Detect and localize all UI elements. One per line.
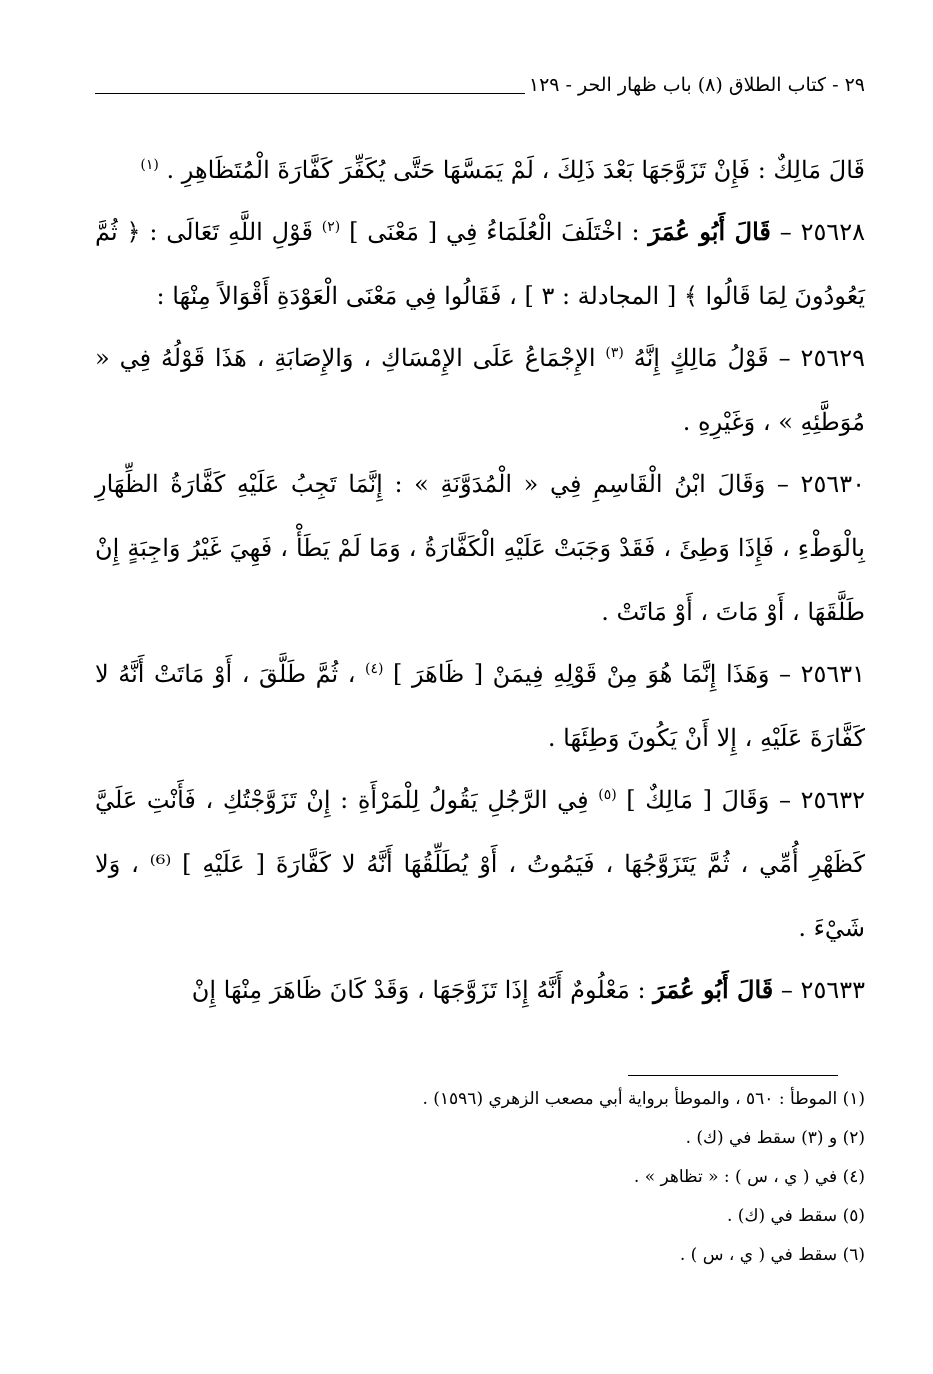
paragraph (95, 452, 865, 644)
paragraph-number: ٢٥٦٢٩ (800, 344, 865, 372)
footnote-ref: (٣) (605, 345, 624, 361)
paragraph-dash: – (769, 786, 801, 814)
paragraph-dash: – (773, 976, 801, 1004)
footnote-ref: (٢) (321, 219, 341, 235)
paragraph (95, 642, 865, 770)
speaker-name: قَالَ أَبُو عُمَرَ (648, 217, 771, 246)
paragraph-text: قَوْلُ مَالِكٍ إِنَّهُ (623, 344, 769, 372)
paragraph-dash: – (770, 218, 801, 246)
paragraph (95, 326, 865, 454)
paragraph-text: : اخْتَلَفَ الْعُلَمَاءُ فِي [ مَعْنَى ] (340, 218, 649, 246)
paragraph-number: ٢٥٦٣٣ (800, 976, 865, 1004)
footnote: (٤) في ( ي ، س ) : « تظاهر » . (633, 1167, 865, 1187)
footnote: (١) الموطأ : ٥٦٠ ، والموطأ برواية أبي مصعب الزهري (١٥٩٦) . (422, 1089, 865, 1109)
paragraph-text: وَقَالَ ابْنُ الْقَاسِمِ فِي « الْمُدَوَّنَةِ » : إِنَّمَا تَجِبُ عَلَيْهِ كَفَّارَةُ الظِّهَارِ بِالْوَطْءِ ، فَإِذَا وَطِئَ ، فَقَدْ وَجَبَتْ عَلَيْهِ الْكَفَّارَةُ ، وَمَا لَمْ يَطَأْ ، فَهِيَ غَيْرُ وَاجِبَةٍ إِنْ طَلَّقَهَا ، أَوْ مَاتَ ، أَوْ مَاتَتْ . (95, 470, 865, 626)
footnote: (٦) سقط في ( ي ، س ) . (679, 1245, 865, 1265)
paragraph-tail: ، ثُمَّ طَلَّقَ ، أَوْ مَاتَتْ أَنَّهُ لا كَفَّارَةَ عَلَيْهِ ، إِلا أَنْ يَكُونَ وَطِئَهَا . (95, 660, 865, 752)
paragraph (95, 138, 865, 202)
paragraph (95, 958, 865, 1022)
footnote-ref: (٤) (365, 661, 384, 677)
paragraph-text: وَهَذَا إِنَّمَا هُوَ مِنْ قَوْلِهِ فِيمَنْ [ ظَاهَرَ ] (383, 660, 770, 688)
speaker-name: قَالَ أَبُو عُمَرَ (653, 975, 774, 1004)
paragraph-dash: – (769, 660, 801, 688)
main-text (95, 138, 865, 1020)
footnote: (٥) سقط في (ك) . (727, 1206, 865, 1226)
paragraph-number: ٢٥٦٣٠ (800, 470, 865, 498)
paragraph-number: ٢٥٦٣٢ (800, 786, 866, 814)
paragraph-tail: قَوْلِ اللَّهِ تَعَالَى : ﴿ ثُمَّ يَعُودُونَ لِمَا قَالُوا ﴾ [ المجادلة : ٣ ] ، فَقَالُوا فِي مَعْنَى الْعَوْدَةِ أَقْوَالاً مِنْهَا : (95, 218, 865, 310)
paragraph-dash: – (765, 470, 801, 498)
running-title: ٢٩ - كتاب الطلاق (٨) باب ظهار الحر - ١٢٩ (525, 74, 865, 96)
paragraph-text: : مَعْلُومٌ أَنَّهُ إِذَا تَزَوَّجَهَا ، وَقَدْ كَانَ ظَاهَرَ مِنْهَا إِنْ (191, 976, 654, 1004)
footnote-rule (628, 1075, 838, 1076)
paragraph-dash: – (768, 344, 801, 372)
paragraph-text: قَالَ مَالِكٌ : فَإِنْ تَزَوَّجَهَا بَعْدَ ذَلِكَ ، لَمْ يَمَسَّهَا حَتَّى يُكَفِّرَ كَفَّارَةَ الْمُتَظَاهِرِ . (166, 156, 865, 184)
paragraph (95, 768, 865, 960)
footnote: (٢) و (٣) سقط في (ك) . (685, 1128, 865, 1148)
paragraph-number: ٢٥٦٣١ (800, 660, 866, 688)
paragraph-number: ٢٥٦٢٨ (800, 218, 866, 246)
footnote-ref: (١) (140, 157, 159, 173)
paragraph-text: وَقَالَ [ مَالِكٌ ] (616, 786, 770, 814)
page-header (95, 74, 865, 104)
paragraph (95, 200, 865, 328)
footnote-ref: (٥) (598, 787, 617, 803)
paragraph-tail: فِي الرَّجُلِ يَقُولُ لِلْمَرْأَةِ : إِنْ تَزَوَّجْتُكِ ، فَأَنْتِ عَلَيَّ كَظَهْرِ أُمِّي ، ثُمَّ يَتَزَوَّجُهَا ، فَيَمُوتُ ، أَوْ يُطَلِّقُهَا أَنَّهُ لا كَفَّارَةَ [ عَلَيْهِ ] ⁽⁶⁾ ، وَلا شَيْءَ . (95, 786, 865, 942)
paragraph-tail: الإِجْمَاعُ عَلَى الإِمْسَاكِ ، وَالإِصَابَةِ ، هَذَا قَوْلُهُ فِي « مُوَطَّئِهِ » ، وَغَيْرِهِ . (95, 344, 865, 436)
footnotes (95, 1080, 865, 1275)
